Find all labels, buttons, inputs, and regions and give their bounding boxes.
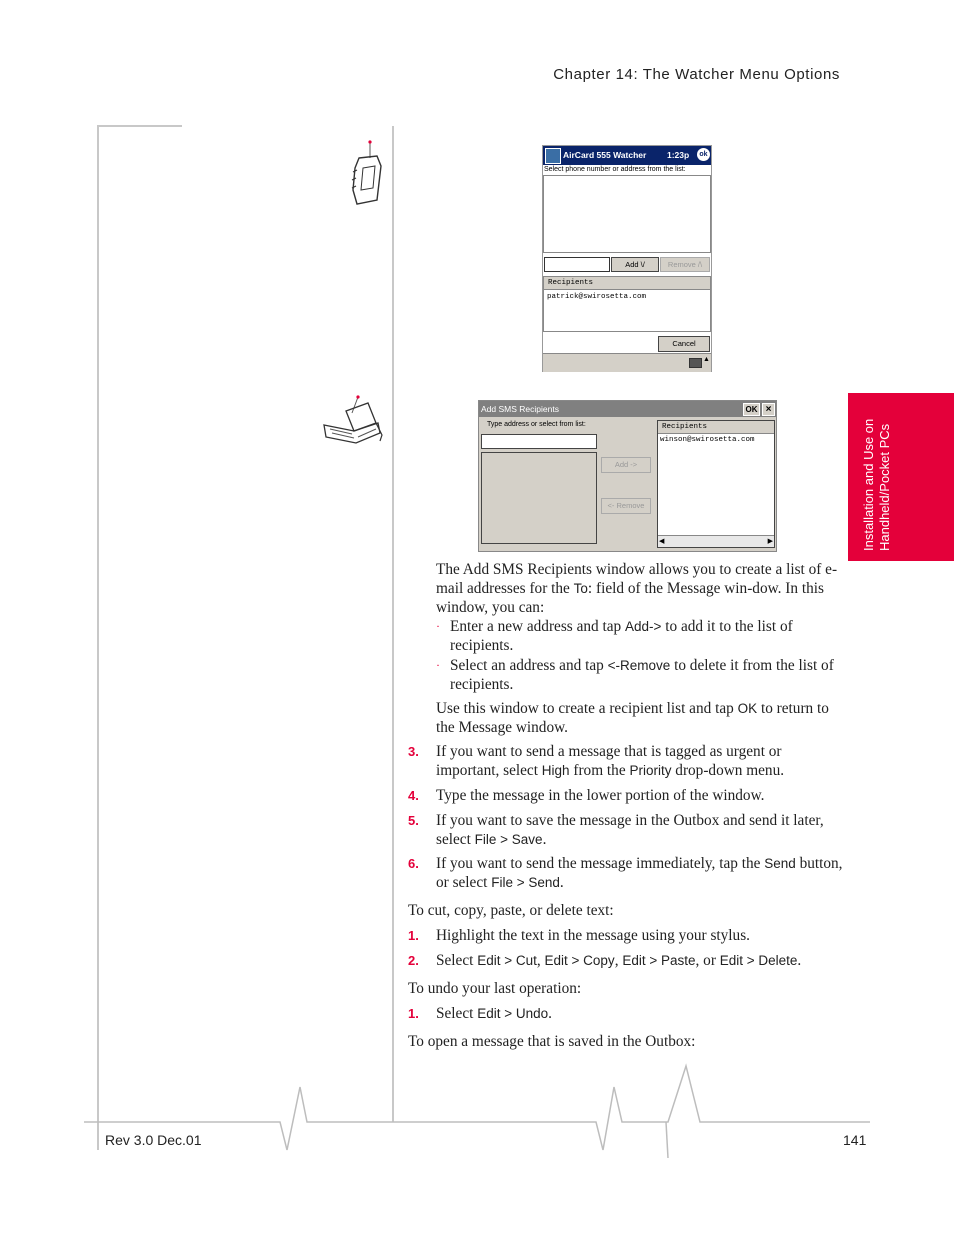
recipients-list[interactable] (543, 276, 711, 332)
step-4: 4. Type the message in the lower portion of the window. (408, 787, 765, 804)
scroll-right-icon[interactable]: ▶ (767, 538, 773, 545)
step-5: 5. If you want to save the message in the Outbox and send it later, select File > Save. (408, 812, 824, 848)
footer-pulse-line (0, 1060, 954, 1170)
intro-paragraph: The Add SMS Recipients window allows you to create a list of e-mail addresses for the To: field of the Message win-dow. In this window, you can: (436, 561, 838, 616)
top-margin-rule (97, 125, 182, 127)
address-list[interactable] (543, 175, 711, 253)
bullet-item: · Enter a new address and tap Add-> to add it to the list of recipients. (436, 618, 793, 654)
cancel-button[interactable]: Cancel (658, 336, 710, 352)
horizontal-scrollbar[interactable] (658, 535, 774, 547)
type-prompt: Type address or select from list: (487, 421, 586, 428)
remove-button[interactable]: <- Remove (601, 498, 651, 514)
recipient-entry[interactable]: winson@swirosetta.com (660, 436, 755, 444)
recipient-entry[interactable]: patrick@swirosetta.com (547, 293, 647, 301)
recipients-header: Recipients (658, 421, 774, 434)
left-margin-rule (97, 126, 99, 1150)
handheld-device-icon (345, 138, 385, 208)
recipients-header: Recipients (544, 277, 710, 290)
step-3: 3. If you want to send a message that is tagged as urgent or important, select High from the Priority drop-down menu. (408, 743, 785, 779)
bullet-item: · Select an address and tap <-Remove to delete it from the list of recipients. (436, 657, 834, 693)
bullet-dot-icon: · (436, 658, 440, 672)
use-window-paragraph: Use this window to create a recipient list and tap OK to return to the Message window. (436, 700, 829, 736)
command-bar (543, 353, 711, 372)
undo-intro: To undo your last operation: (408, 980, 582, 997)
watcher-screenshot (542, 145, 712, 372)
close-icon[interactable]: × (762, 403, 775, 416)
scroll-left-icon[interactable]: ◀ (659, 538, 665, 545)
open-message-intro: To open a message that is saved in the Outbox: (408, 1033, 696, 1050)
address-input[interactable] (544, 257, 610, 272)
add-button[interactable]: Add -> (601, 457, 651, 473)
cut-copy-intro: To cut, copy, paste, or delete text: (408, 902, 614, 919)
section-tab-label: Installation and Use on Handheld/Pocket PCs (861, 418, 892, 551)
sip-arrow-icon[interactable]: ▲ (703, 356, 710, 363)
windows-start-icon[interactable] (545, 148, 561, 164)
bullet-dot-icon: · (436, 619, 440, 633)
remove-button[interactable]: Remove /\ (660, 257, 710, 272)
add-recipients-screenshot (478, 400, 777, 552)
select-prompt: Select phone number or address from the list: (544, 166, 686, 173)
recipients-list[interactable] (657, 420, 775, 548)
keyboard-icon[interactable] (689, 358, 702, 368)
add-button[interactable]: Add \/ (611, 257, 659, 272)
page-number: 141 (843, 1132, 867, 1148)
cut-step-1: 1. Highlight the text in the message using your stylus. (408, 927, 750, 944)
ok-button[interactable]: ok (697, 148, 710, 161)
ok-button[interactable]: OK (743, 403, 760, 416)
pocket-pc-device-icon (320, 393, 385, 449)
recipients-titlebar: Add SMS Recipients OK × (479, 401, 776, 417)
chapter-header: Chapter 14: The Watcher Menu Options (553, 66, 840, 83)
cut-step-2: 2. Select Edit > Cut, Edit > Copy, Edit > Paste, or Edit > Delete. (408, 952, 802, 969)
watcher-titlebar: AirCard 555 Watcher 1:23p ok (543, 146, 711, 165)
column-divider (392, 126, 394, 1122)
revision-label: Rev 3.0 Dec.01 (105, 1132, 202, 1148)
address-input[interactable] (481, 434, 597, 449)
undo-step-1: 1. Select Edit > Undo. (408, 1005, 552, 1022)
step-6: 6. If you want to send the message immediately, tap the Send button, or select File > Send. (408, 855, 843, 891)
address-list[interactable] (481, 452, 597, 544)
